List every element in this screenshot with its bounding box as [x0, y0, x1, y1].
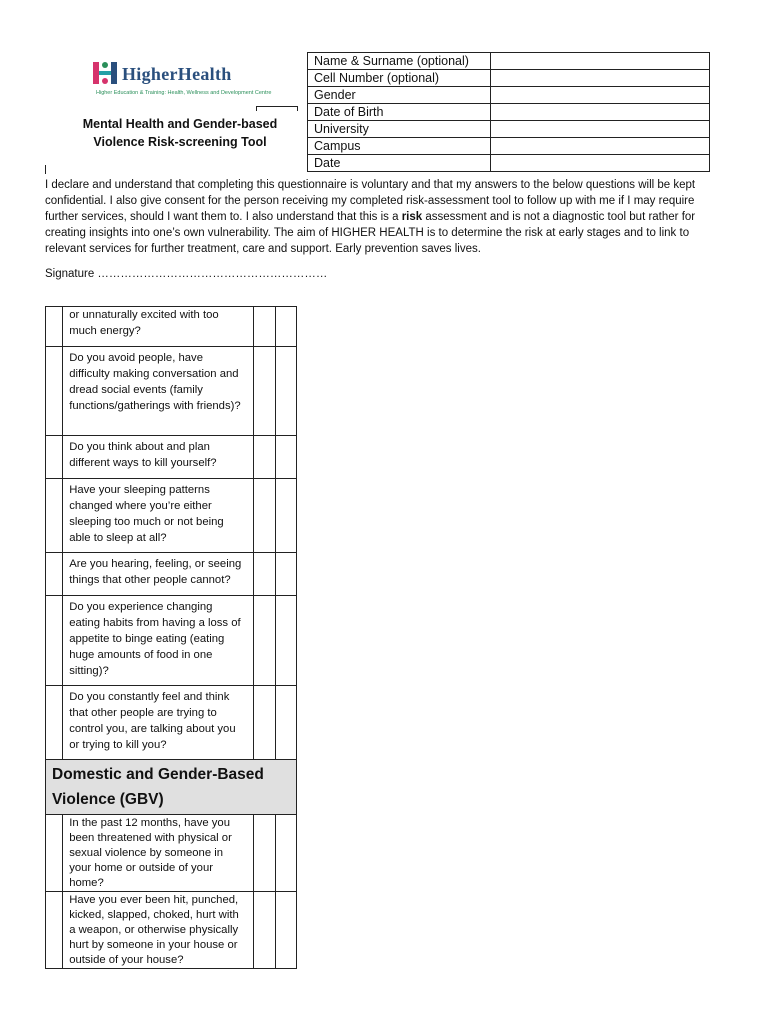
- question-number-cell: [46, 553, 63, 596]
- info-row: [308, 155, 710, 172]
- table-row: [46, 553, 297, 596]
- answer-no-cell[interactable]: [275, 307, 296, 347]
- question-text: Are you hearing, feeling, or seeing things that other people cannot?: [63, 553, 254, 596]
- gender-field[interactable]: [491, 87, 710, 104]
- info-label: Gender: [308, 87, 491, 104]
- cell-number-field[interactable]: [491, 70, 710, 87]
- info-row: [308, 121, 710, 138]
- answer-no-cell[interactable]: [275, 347, 296, 436]
- section-header-gbv: Domestic and Gender-Based Violence (GBV): [46, 760, 297, 815]
- answer-yes-cell[interactable]: [254, 479, 275, 553]
- answer-yes-cell[interactable]: [254, 815, 275, 892]
- question-text: Do you constantly feel and think that other people are trying to control you, are talking about you or trying to kill you?: [63, 686, 254, 760]
- question-text: or unnaturally excited with too much energy?: [63, 307, 254, 347]
- question-number-cell: [46, 307, 63, 347]
- question-number-cell: [46, 479, 63, 553]
- answer-yes-cell[interactable]: [254, 686, 275, 760]
- answer-no-cell[interactable]: [275, 815, 296, 892]
- info-label: University: [308, 121, 491, 138]
- declaration-bold: risk: [401, 211, 423, 223]
- info-label: Date: [308, 155, 491, 172]
- table-row: [46, 347, 297, 436]
- declaration-part-2: assessment and is not a diagnostic tool but rather for creating insights into one’s own vulnerability. The aim of HIGHER HEALTH is to determine the risk at early stages and to link to relevant services for further treatment, care and support. Early prevention saves lives.: [45, 211, 696, 255]
- answer-yes-cell[interactable]: [254, 307, 275, 347]
- question-number-cell: [46, 347, 63, 436]
- question-number-cell: [46, 596, 63, 686]
- answer-no-cell[interactable]: [275, 553, 296, 596]
- answer-no-cell[interactable]: [275, 686, 296, 760]
- date-field[interactable]: [491, 155, 710, 172]
- table-row: [46, 815, 297, 892]
- answer-yes-cell[interactable]: [254, 436, 275, 479]
- brand-name: HigherHealth: [122, 64, 232, 84]
- title-line-1: Mental Health and Gender-based: [82, 117, 278, 131]
- campus-field[interactable]: [491, 138, 710, 155]
- declaration-part-1: I declare and understand that completing this questionnaire is voluntary and that my answers to the below questions will be kept confidential. I also give consent for the person receiving my completed risk-assessment tool to follow up with me if I may require further services, should I want them to. I also understand that this is a: [45, 179, 696, 223]
- question-text: Have you ever been hit, punched, kicked, slapped, choked, hurt with a weapon, or otherwise physically hurt by someone in your house or outside of your house?: [63, 892, 254, 969]
- personal-info-table: [307, 52, 710, 172]
- brand-tagline: Higher Education & Training: Health, Wellness and Development Centre: [96, 90, 272, 96]
- info-label: Campus: [308, 138, 491, 155]
- table-fragment: [256, 106, 298, 111]
- university-field[interactable]: [491, 121, 710, 138]
- answer-yes-cell[interactable]: [254, 596, 275, 686]
- name-field[interactable]: [491, 53, 710, 70]
- question-number-cell: [46, 686, 63, 760]
- info-row: [308, 53, 710, 70]
- info-label: Name & Surname (optional): [308, 53, 491, 70]
- logo-mark-icon: [92, 60, 118, 86]
- table-row: [46, 892, 297, 969]
- question-text: Do you experience changing eating habits from having a loss of appetite to binge eating (eating huge amounts of food in one sitting)?: [63, 596, 254, 686]
- table-row: [46, 479, 297, 553]
- answer-no-cell[interactable]: [275, 892, 296, 969]
- info-label: Cell Number (optional): [308, 70, 491, 87]
- answer-yes-cell[interactable]: [254, 553, 275, 596]
- higherhealth-logo: [92, 60, 272, 100]
- table-fragment-line: [45, 165, 46, 174]
- question-text: Have your sleeping patterns changed where you’re either sleeping too much or not being able to sleep at all?: [63, 479, 254, 553]
- declaration-text: [45, 177, 725, 257]
- date-of-birth-field[interactable]: [491, 104, 710, 121]
- answer-no-cell[interactable]: [275, 436, 296, 479]
- table-row: [46, 436, 297, 479]
- answer-yes-cell[interactable]: [254, 347, 275, 436]
- question-text: Do you avoid people, have difficulty making conversation and dread social events (family functions/gatherings with friends)?: [63, 347, 254, 436]
- question-number-cell: [46, 892, 63, 969]
- table-row: [46, 686, 297, 760]
- answer-no-cell[interactable]: [275, 596, 296, 686]
- question-text: In the past 12 months, have you been threatened with physical or sexual violence by someone in your home or outside of your home?: [63, 815, 254, 892]
- title-line-2: Violence Risk-screening Tool: [93, 135, 267, 149]
- info-label: Date of Birth: [308, 104, 491, 121]
- answer-no-cell[interactable]: [275, 479, 296, 553]
- section-header-row: [46, 760, 297, 815]
- info-row: [308, 138, 710, 155]
- question-number-cell: [46, 815, 63, 892]
- info-row: [308, 104, 710, 121]
- question-number-cell: [46, 436, 63, 479]
- info-row: [308, 87, 710, 104]
- info-row: [308, 70, 710, 87]
- answer-yes-cell[interactable]: [254, 892, 275, 969]
- signature-line[interactable]: Signature ……………………………………………………: [45, 268, 328, 280]
- page-title: [60, 115, 300, 151]
- question-text: Do you think about and plan different ways to kill yourself?: [63, 436, 254, 479]
- screening-questions-table: [45, 306, 297, 969]
- table-row: [46, 596, 297, 686]
- table-row: [46, 307, 297, 347]
